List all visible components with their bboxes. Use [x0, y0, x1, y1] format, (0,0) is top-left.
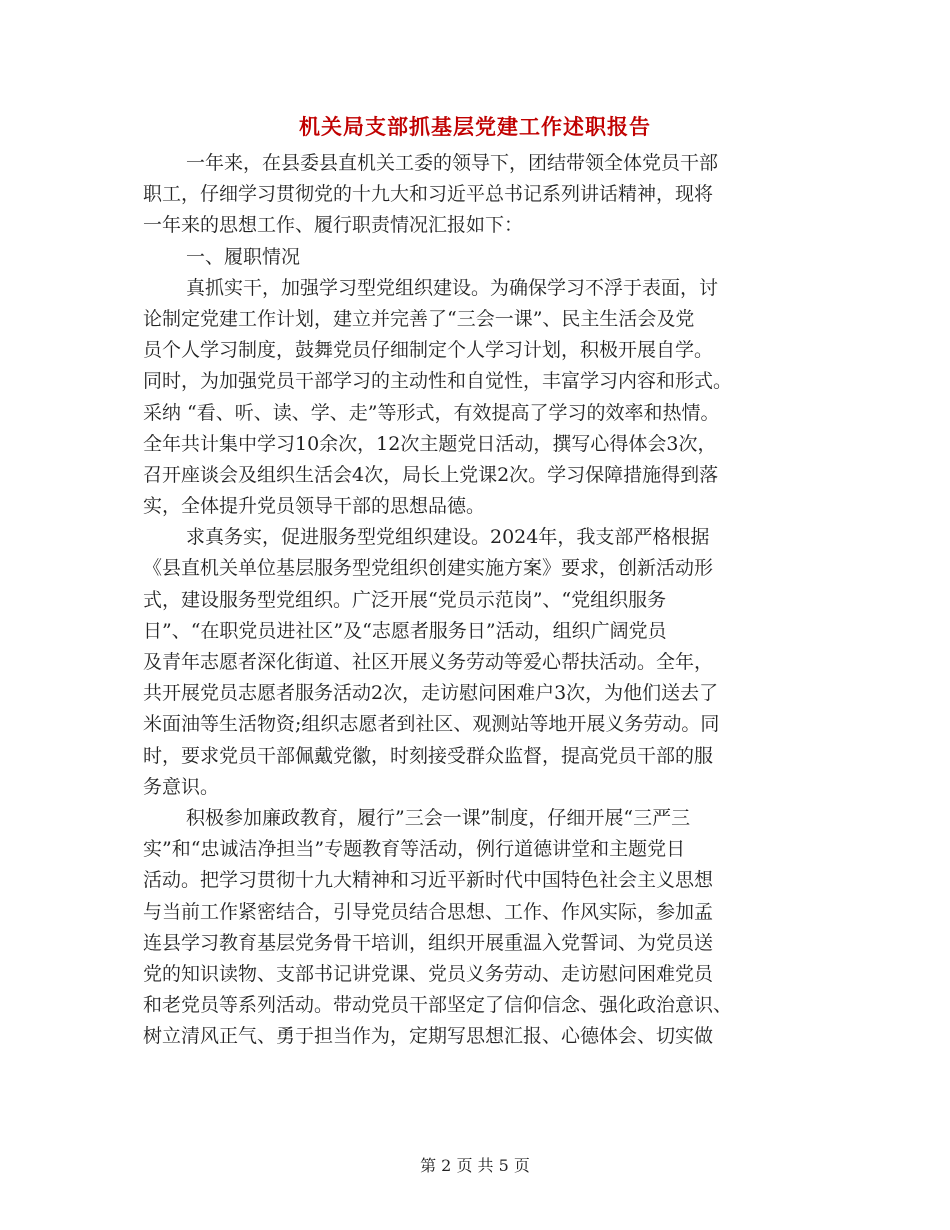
- body-line: 及青年志愿者深化街道、社区开展义务劳动等爱心帮扶活动。全年，: [143, 651, 714, 673]
- body-line: 求真务实，促进服务型党组织建设。2024年，我支部严格根据: [186, 526, 710, 549]
- body-line: 实”和“忠诚洁净担当”专题教育等活动，例行道德讲堂和主题党日: [143, 838, 686, 861]
- body-line: 党的知识读物、支部书记讲党课、党员义务劳动、走访慰问困难党员: [143, 962, 714, 985]
- body-line: 务意识。: [143, 775, 220, 798]
- body-line: 《县直机关单位基层服务型党组织创建实施方案》要求，创新活动形: [143, 557, 714, 580]
- page-footer: 第 2 页 共 5 页: [420, 1156, 530, 1175]
- body-line: 树立清风正气、勇于担当作为，定期写思想汇报、心德体会、切实做: [143, 1025, 714, 1048]
- body-line: 与当前工作紧密结合，引导党员结合思想、工作、作风实际，参加孟: [143, 900, 714, 923]
- body-line: 连县学习教育基层党务骨干培训，组织开展重温入党誓词、为党员送: [143, 931, 714, 954]
- body-line: 一年来，在县委县直机关工委的领导下，团结带领全体党员干部: [186, 152, 719, 174]
- body-line: 日”、“在职党员进社区”及“志愿者服务日”活动，组织广阔党员: [143, 619, 667, 642]
- body-line: 召开座谈会及组织生活会4次，局长上党课2次。学习保障措施得到落: [143, 463, 719, 486]
- body-line: 实，全体提升党员领导干部的思想品德。: [143, 495, 486, 518]
- document-body: [143, 148, 823, 1052]
- body-line: 和老党员等系列活动。带动党员干部坚定了信仰信念、强化政治意识、: [143, 994, 733, 1017]
- body-line: 一、履职情况: [186, 245, 301, 268]
- body-line: 全年共计集中学习10余次，12次主题党日活动，撰写心得体会3次，: [143, 432, 717, 455]
- body-line: 时，要求党员干部佩戴党徽，时刻接受群众监督，提高党员干部的服: [143, 744, 714, 767]
- body-line: 论制定党建工作计划，建立并完善了“三会一课”、民主生活会及党: [143, 307, 695, 330]
- body-line: 一年来的思想工作、履行职责情况汇报如下：: [143, 214, 524, 237]
- body-line: 积极参加廉政教育，履行”三会一课”制度，仔细开展“三严三: [186, 806, 691, 829]
- body-line: 共开展党员志愿者服务活动2次，走访慰问困难户3次，为他们送去了: [143, 682, 719, 705]
- body-line: 采纳 “看、听、读、学、走”等形式，有效提高了学习的效率和热情。: [143, 401, 720, 424]
- body-line: 同时，为加强党员干部学习的主动性和自觉性，丰富学习内容和形式。: [143, 370, 733, 393]
- body-line: 米面油等生活物资;组织志愿者到社区、观测站等地开展义务劳动。同: [143, 713, 720, 736]
- body-line: 真抓实干，加强学习型党组织建设。为确保学习不浮于表面，讨: [186, 276, 719, 299]
- body-line: 员个人学习制度，鼓舞党员仔细制定个人学习计划，积极开展自学。: [143, 339, 714, 362]
- document-title: 机关局支部抓基层党建工作述职报告: [299, 114, 651, 139]
- body-line: 职工，仔细学习贯彻党的十九大和习近平总书记系列讲话精神，现将: [143, 183, 714, 206]
- body-line: 式，建设服务型党组织。广泛开展“党员示范岗”、“党组织服务: [143, 588, 667, 611]
- body-line: 活动。把学习贯彻十九大精神和习近平新时代中国特色社会主义思想: [143, 869, 714, 892]
